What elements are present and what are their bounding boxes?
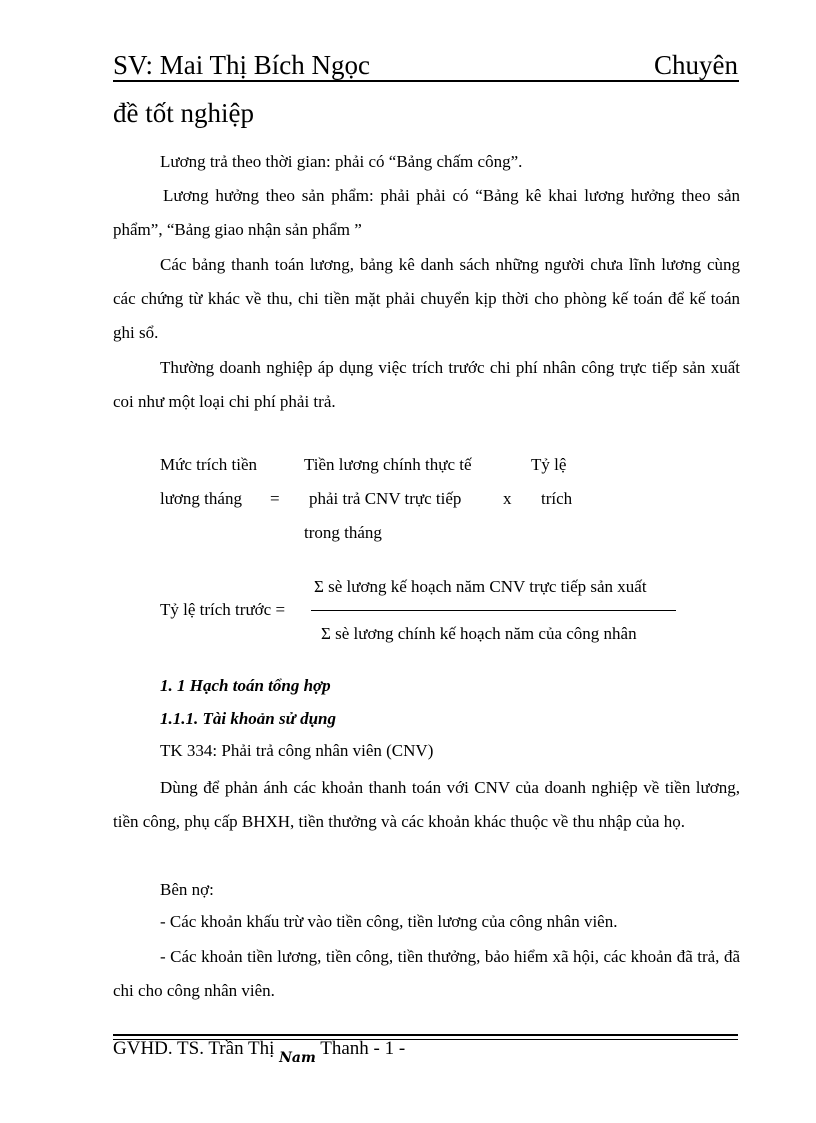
formula2-denominator: Σ sè lương chính kế hoạch năm của công nhân — [321, 624, 637, 643]
paragraph-product-wage: Lương hưởng theo sản phẩm: phải phải có “Bảng kê khai lương hưởng theo sản phẩm”, “Bảng giao nhận sản phẩm ” — [113, 186, 740, 239]
formula1-right-line1: Tỷ lệ — [531, 455, 567, 474]
footer-prefix: GVHD. TS. Trần Thị — [113, 1038, 275, 1059]
formula2-numerator: Σ sè lương kế hoạch năm CNV trực tiếp sản xuất — [314, 577, 647, 596]
formula2-label: Tỷ lệ trích trước = — [160, 600, 286, 619]
header-title-start: Chuyên — [654, 50, 738, 80]
header-author: SV: Mai Thị Bích Ngọc — [113, 50, 370, 80]
debit-item-payments: - Các khoản tiền lương, tiền công, tiền thưởng, bảo hiểm xã hội, các khoản đã trả, đã chi cho công nhân viên. — [113, 947, 740, 1000]
formula1-left-line1: Mức trích tiền — [160, 455, 258, 474]
section-heading-accounts-used: 1.1.1. Tài khoản sử dụng — [160, 709, 336, 728]
fraction-bar — [311, 610, 676, 611]
paragraph-time-wage: Lương trả theo thời gian: phải có “Bảng chấm công”. — [160, 152, 523, 171]
section-heading-general-accounting: 1. 1 Hạch toán tổng hợp — [160, 676, 331, 695]
formula1-mid-line1: Tiền lương chính thực tế — [304, 455, 472, 474]
account-334-line: TK 334: Phải trả công nhân viên (CNV) — [160, 741, 434, 760]
paragraph-accrual: Thường doanh nghiệp áp dụng việc trích trước chi phí nhân công trực tiếp sản xuất coi như một loại chi phí phải trả. — [113, 358, 740, 411]
footer-suffix: Thanh - 1 - — [320, 1038, 406, 1059]
footer-script-name: Nam — [279, 1050, 316, 1066]
formula1-left-line2: lương tháng — [160, 489, 242, 508]
paragraph-payroll-tables: Các bảng thanh toán lương, bảng kê danh sách những người chưa lĩnh lương cùng các chứng từ khác về thu, chi tiền mặt phải chuyển kịp thời cho phòng kế toán để kế toán ghi sổ. — [113, 255, 740, 342]
header-title-continuation: đề tốt nghiệp — [113, 98, 254, 128]
formula1-right-line2: trích — [541, 489, 573, 508]
formula1-mid-line2: phải trả CNV trực tiếp — [309, 489, 462, 508]
debit-item-deductions: - Các khoản khấu trừ vào tiền công, tiền lương của công nhân viên. — [160, 912, 618, 931]
paragraph-account-purpose: Dùng để phản ánh các khoản thanh toán với CNV của doanh nghiệp về tiền lương, tiền công, phụ cấp BHXH, tiền thưởng và các khoản khác thuộc về thu nhập của họ. — [113, 778, 740, 831]
footer-rule-top — [113, 1034, 738, 1036]
formula1-mid-line3: trong tháng — [304, 523, 382, 542]
header-underline — [113, 80, 739, 82]
formula1-times: x — [503, 489, 512, 508]
formula1-equals: = — [270, 489, 280, 508]
debit-side-label: Bên nợ: — [160, 880, 214, 899]
footer-supervisor — [113, 1038, 406, 1066]
